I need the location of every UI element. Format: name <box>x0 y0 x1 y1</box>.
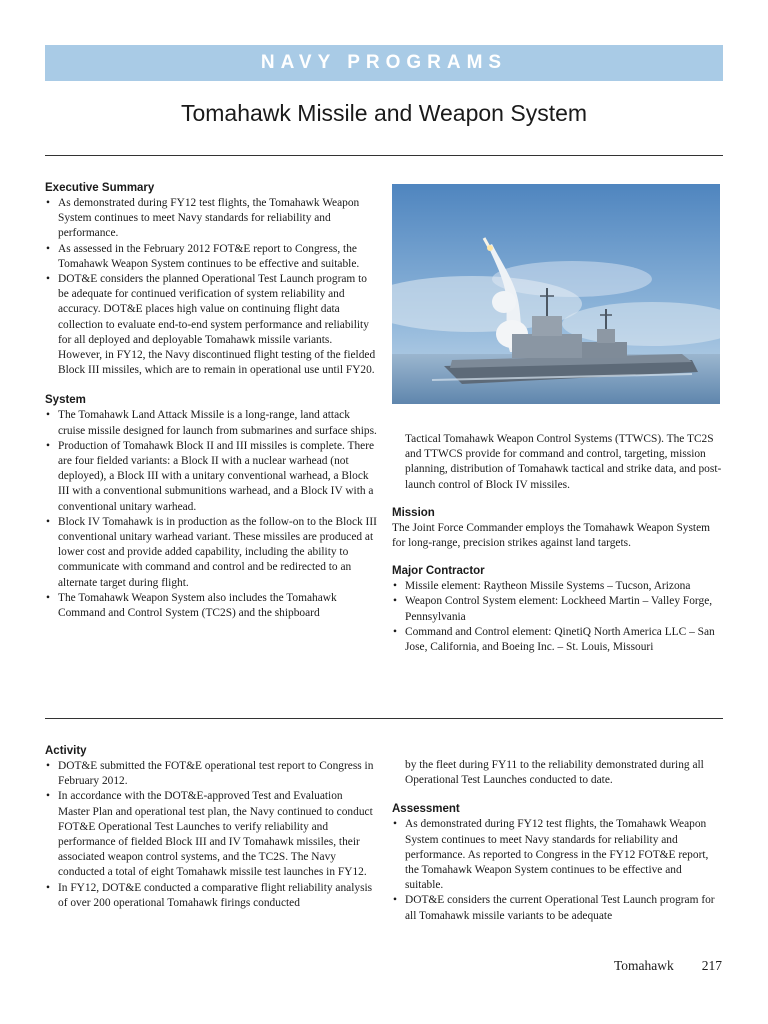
assessment-heading: Assessment <box>392 803 460 816</box>
list-item: • The Tomahawk Weapon System also includes the Tomahawk Command and Control System (TC2S) and the shipboard <box>45 591 377 621</box>
activity-continuation: by the fleet during FY11 to the reliability demonstrated during all Operational Test Launches conducted to date. <box>405 759 704 787</box>
left-column-top <box>45 181 377 621</box>
list-item: • In FY12, DOT&E conducted a comparative flight reliability analysis of over 200 operational Tomahawk firings conducted <box>45 881 377 911</box>
activity-heading: Activity <box>45 745 87 757</box>
page-number: 217 <box>701 958 722 973</box>
list-item: • Missile element: Raytheon Missile Systems – Tucson, Arizona <box>392 579 722 594</box>
list-item: • Block IV Tomahawk is in production as the follow-on to the Block III conventional unitary warhead variant. These missiles are produced at lower cost and provide added capability, including the ability to communicate with command and control and be redirected to an alternate target during flight. <box>45 515 377 591</box>
list-item: • DOT&E considers the current Operational Test Launch program for all Tomahawk missile variants to be adequate <box>392 893 722 923</box>
divider <box>45 155 723 156</box>
system-continuation: Tactical Tomahawk Weapon Control Systems (TTWCS). The TC2S and TTWCS provide for command and control, targeting, mission planning, distribution of Tomahawk tactical and strike data, and post-launch control of Block IV missiles. <box>405 433 722 491</box>
list-item: • Command and Control element: QinetiQ North America LLC – San Jose, California, and Boeing Inc. – St. Louis, Missouri <box>392 625 722 655</box>
banner-text: NAVY PROGRAMS <box>260 52 508 73</box>
section-banner <box>45 45 723 81</box>
list-item: • In accordance with the DOT&E-approved Test and Evaluation Master Plan and operational test plan, the Navy continued to conduct FOT&E Operational Test Launches to verify reliability and performance of fielded Block III and IV Tomahawk missiles, their associated weapon control systems, and the TC2S. The Navy conducted a total of eight Tomahawk missile test launches in FY12. <box>45 789 377 880</box>
exec-summary-heading: Executive Summary <box>45 182 155 194</box>
list-item: • As assessed in the February 2012 FOT&E report to Congress, the Tomahawk Weapon System continues to be effective and suitable. <box>45 242 377 272</box>
page-footer <box>614 958 722 974</box>
right-column-bottom <box>392 758 722 924</box>
list-item: • Production of Tomahawk Block II and III missiles is complete. There are four fielded variants: a Block II with a nuclear warhead (not deployed), a Block III with a unitary conventional warhead, a Block III with a conventional submunitions warhead, and a Block IV with a conventional unitary warhead. <box>45 439 377 515</box>
mission-heading: Mission <box>392 506 435 519</box>
list-item: • The Tomahawk Land Attack Missile is a long-range, land attack cruise missile designed for launch from submarines and surface ships. <box>45 408 377 438</box>
right-column-top <box>392 432 722 655</box>
list-item: • DOT&E submitted the FOT&E operational test report to Congress in February 2012. <box>45 759 377 789</box>
divider <box>45 718 723 719</box>
page-title: Tomahawk Missile and Weapon System <box>180 100 588 126</box>
system-heading: System <box>45 394 86 407</box>
list-item: • DOT&E considers the planned Operational Test Launch program to be adequate for continued verification of system reliability and accuracy. DOT&E places high value on continuing flight data collection to evaluate end-to-end system performance and reliability for all deployed and deployable Tomahawk missile variants. However, in FY12, the Navy discontinued flight testing of the fielded Block III missiles, which are to remain in operational use until FY20. <box>45 272 377 378</box>
list-item: • As demonstrated during FY12 test flights, the Tomahawk Weapon System continues to meet Navy standards for reliability and performance. As reported to Congress in the FY12 FOT&E report, the Tomahawk Weapon System continues to be effective and suitable. <box>392 817 722 893</box>
footer-section: Tomahawk <box>613 958 674 973</box>
mission-text: The Joint Force Commander employs the Tomahawk Weapon System for long-range, precision strikes against land targets. <box>392 521 711 550</box>
list-item: • As demonstrated during FY12 test flights, the Tomahawk Weapon System continues to meet Navy standards for reliability and performance. <box>45 196 377 242</box>
major-contractor-heading: Major Contractor <box>392 565 485 578</box>
ship-missile-launch-photo <box>392 184 720 404</box>
list-item: • Weapon Control System element: Lockheed Martin – Valley Forge, Pennsylvania <box>392 594 722 624</box>
left-column-bottom <box>45 744 377 911</box>
